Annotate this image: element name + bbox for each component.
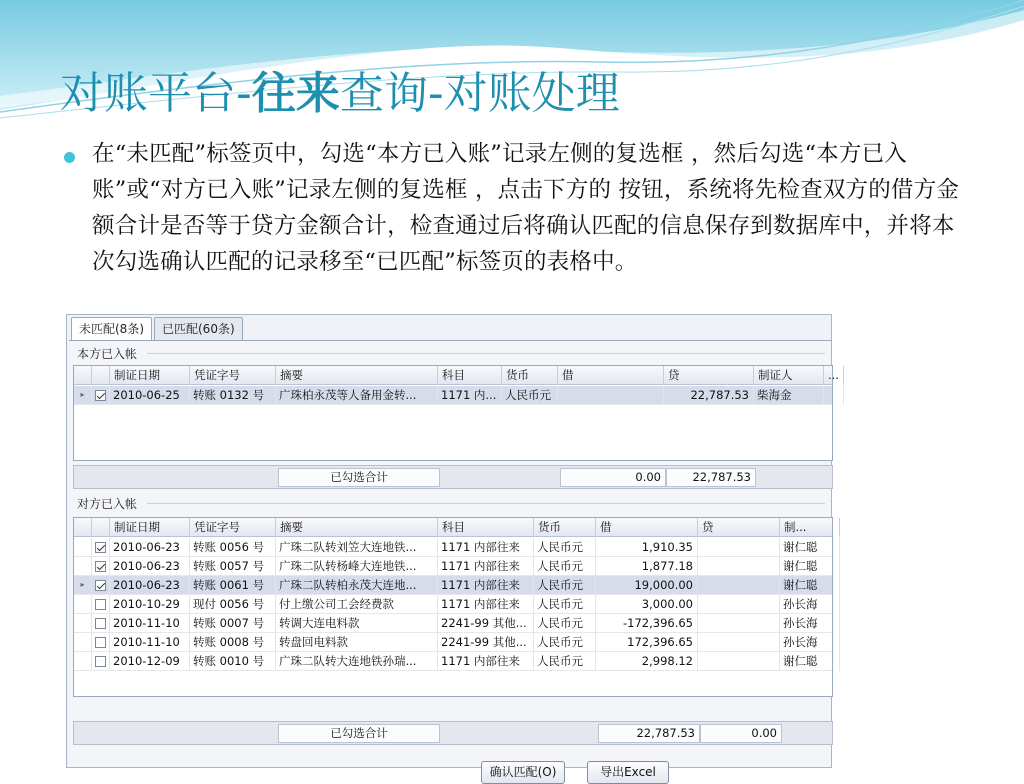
own-sum-bar (73, 465, 833, 489)
row-indicator-icon (74, 652, 92, 671)
cell-credit (698, 576, 780, 595)
other-sum-bar (73, 721, 833, 745)
cell-summary: 广珠二队转刘笠大连地铁... (276, 538, 438, 557)
col-subject-header[interactable]: 科目 (438, 518, 534, 537)
cell-debit: 19,000.00 (596, 576, 698, 595)
cell-maker: 谢仁聪 (780, 538, 840, 557)
slide-title (60, 52, 1000, 136)
cell-subject: 1171 内部往来 (438, 595, 534, 614)
row-checkbox[interactable] (95, 561, 106, 572)
checkbox-cell (92, 538, 110, 557)
cell-credit (698, 538, 780, 557)
table-row[interactable] (74, 614, 832, 633)
own-grid (73, 365, 839, 461)
col-summary-header[interactable]: 摘要 (276, 366, 438, 385)
cell-date: 2010-10-29 (110, 595, 190, 614)
cell-debit: 1,877.18 (596, 557, 698, 576)
checkbox-cell (92, 386, 110, 405)
table-row[interactable] (74, 386, 832, 405)
col-voucher-header[interactable]: 凭证字号 (190, 518, 276, 537)
col-extra-header[interactable]: ... (824, 366, 844, 385)
table-row[interactable] (74, 538, 832, 557)
col-date-header[interactable]: 制证日期 (110, 518, 190, 537)
row-checkbox[interactable] (95, 580, 106, 591)
cell-summary: 转盘回电料款 (276, 633, 438, 652)
row-indicator-icon (74, 538, 92, 557)
table-row[interactable] (74, 652, 832, 671)
own-sum-debit: 0.00 (560, 468, 666, 487)
cell-maker: 谢仁聪 (780, 576, 840, 595)
slide-title-part2: 往来 (251, 68, 340, 119)
own-sum-label: 已勾选合计 (278, 468, 440, 487)
cell-voucher: 转账 0010 号 (190, 652, 276, 671)
cell-summary: 广珠柏永茂等人备用金转... (276, 386, 438, 405)
cell-voucher: 转账 0057 号 (190, 557, 276, 576)
col-currency-header[interactable]: 货币 (534, 518, 596, 537)
row-indicator-header (74, 518, 92, 537)
check-header (92, 518, 110, 537)
own-grid-header (74, 366, 839, 385)
row-checkbox[interactable] (95, 390, 106, 401)
cell-date: 2010-12-09 (110, 652, 190, 671)
cell-credit (698, 557, 780, 576)
col-date-header[interactable]: 制证日期 (110, 366, 190, 385)
cell-subject: 1171 内部往来 (438, 576, 534, 595)
other-sum-label: 已勾选合计 (278, 724, 440, 743)
cell-debit: 3,000.00 (596, 595, 698, 614)
cell-voucher: 转账 0061 号 (190, 576, 276, 595)
slide-title-part1: 对账平台- (60, 68, 252, 119)
row-indicator-icon: ▸ (74, 576, 92, 595)
app-window (66, 314, 839, 779)
export-excel-button[interactable]: 导出Excel (587, 761, 669, 784)
cell-date: 2010-11-10 (110, 614, 190, 633)
cell-credit (698, 614, 780, 633)
cell-debit: 172,396.65 (596, 633, 698, 652)
checkbox-cell (92, 652, 110, 671)
row-checkbox[interactable] (95, 637, 106, 648)
cell-date: 2010-06-23 (110, 557, 190, 576)
divider (147, 353, 825, 354)
table-row[interactable] (74, 633, 832, 652)
checkbox-cell (92, 633, 110, 652)
col-currency-header[interactable]: 货币 (502, 366, 558, 385)
col-maker-header[interactable]: 制... (780, 518, 840, 537)
cell-debit: 1,910.35 (596, 538, 698, 557)
col-debit-header[interactable]: 借 (596, 518, 698, 537)
cell-credit: 22,787.53 (664, 386, 754, 405)
row-indicator-icon (74, 557, 92, 576)
cell-debit (558, 386, 664, 405)
cell-credit (698, 633, 780, 652)
row-checkbox[interactable] (95, 618, 106, 629)
cell-credit (698, 595, 780, 614)
check-header (92, 366, 110, 385)
other-grid (73, 517, 833, 697)
cell-currency: 人民币元 (534, 557, 596, 576)
table-row[interactable] (74, 595, 832, 614)
cell-maker: 孙长海 (780, 614, 840, 633)
cell-summary: 转调大连电料款 (276, 614, 438, 633)
checkbox-cell (92, 557, 110, 576)
row-indicator-icon (74, 614, 92, 633)
row-checkbox[interactable] (95, 599, 106, 610)
cell-currency: 人民币元 (534, 595, 596, 614)
checkbox-cell (92, 576, 110, 595)
tab-matched[interactable]: 已匹配(60条) (154, 317, 243, 341)
other-sum-debit: 22,787.53 (598, 724, 700, 743)
cell-voucher: 现付 0056 号 (190, 595, 276, 614)
col-subject-header[interactable]: 科目 (438, 366, 502, 385)
cell-voucher: 转账 0056 号 (190, 538, 276, 557)
cell-currency: 人民币元 (534, 538, 596, 557)
cell-subject: 2241-99 其他... (438, 633, 534, 652)
cell-voucher: 转账 0008 号 (190, 633, 276, 652)
cell-subject: 1171 内部往来 (438, 652, 534, 671)
checkbox-cell (92, 614, 110, 633)
tab-unmatched[interactable]: 未匹配(8条) (71, 317, 152, 342)
other-grid-header (74, 518, 832, 537)
other-group-label: 对方已入帐 (77, 497, 138, 511)
divider (147, 503, 825, 504)
cell-date: 2010-06-23 (110, 538, 190, 557)
cell-maker: 谢仁聪 (780, 652, 840, 671)
cell-debit: 2,998.12 (596, 652, 698, 671)
bullet-dot-icon (64, 152, 75, 163)
table-row[interactable] (74, 576, 832, 595)
col-summary-header[interactable]: 摘要 (276, 518, 438, 537)
cell-subject: 1171 内... (438, 386, 502, 405)
cell-currency: 人民币元 (534, 633, 596, 652)
cell-subject: 2241-99 其他... (438, 614, 534, 633)
own-group-label: 本方已入帐 (77, 347, 138, 361)
table-row[interactable] (74, 557, 832, 576)
cell-debit: -172,396.65 (596, 614, 698, 633)
cell-currency: 人民币元 (534, 576, 596, 595)
col-maker-header[interactable]: 制证人 (754, 366, 824, 385)
cell-currency: 人民币元 (534, 614, 596, 633)
cell-voucher: 转账 0132 号 (190, 386, 276, 405)
cell-summary: 付上缴公司工会经费款 (276, 595, 438, 614)
cell-maker: 谢仁聪 (780, 557, 840, 576)
slide-title-part3: 查询-对账处理 (339, 68, 620, 119)
cell-date: 2010-06-25 (110, 386, 190, 405)
confirm-match-button[interactable]: 确认匹配(O) (481, 761, 565, 784)
checkbox-cell (92, 595, 110, 614)
cell-subject: 1171 内部往来 (438, 538, 534, 557)
cell-summary: 广珠二队转杨峰大连地铁... (276, 557, 438, 576)
row-indicator-header (74, 366, 92, 385)
cell-extra (824, 386, 844, 405)
row-indicator-icon (74, 633, 92, 652)
cell-maker: 孙长海 (780, 595, 840, 614)
cell-summary: 广珠二队转柏永茂大连地... (276, 576, 438, 595)
other-sum-credit: 0.00 (700, 724, 782, 743)
cell-subject: 1171 内部往来 (438, 557, 534, 576)
bullet-text: 在“未匹配”标签页中，勾选“本方已入账”记录左侧的复选框 ，然后勾选“本方已入账”或“对方已入账”记录左侧的复选框 ，点击下方的 按钮，系统将先检查双方的借方金额合计是否等于贷方金额合计，检查通过后将确认匹配的信息保存到数据库中，并将本次勾选确认匹配的记录移至“已匹配”标签页的表格中。 (92, 141, 960, 275)
row-indicator-icon: ▸ (74, 386, 92, 405)
cell-credit (698, 652, 780, 671)
cell-date: 2010-11-10 (110, 633, 190, 652)
col-debit-header[interactable]: 借 (558, 366, 664, 385)
col-credit-header[interactable]: 贷 (698, 518, 780, 537)
tab-panel-unmatched (69, 340, 839, 779)
row-checkbox[interactable] (95, 656, 106, 667)
col-voucher-header[interactable]: 凭证字号 (190, 366, 276, 385)
col-credit-header[interactable]: 贷 (664, 366, 754, 385)
cell-currency: 人民币元 (502, 386, 558, 405)
cell-maker: 柴海金 (754, 386, 824, 405)
cell-currency: 人民币元 (534, 652, 596, 671)
cell-voucher: 转账 0007 号 (190, 614, 276, 633)
cell-date: 2010-06-23 (110, 576, 190, 595)
row-checkbox[interactable] (95, 542, 106, 553)
cell-maker: 孙长海 (780, 633, 840, 652)
cell-summary: 广珠二队转大连地铁孙瑞... (276, 652, 438, 671)
tab-strip (71, 317, 245, 341)
row-indicator-icon (74, 595, 92, 614)
own-sum-credit: 22,787.53 (666, 468, 756, 487)
